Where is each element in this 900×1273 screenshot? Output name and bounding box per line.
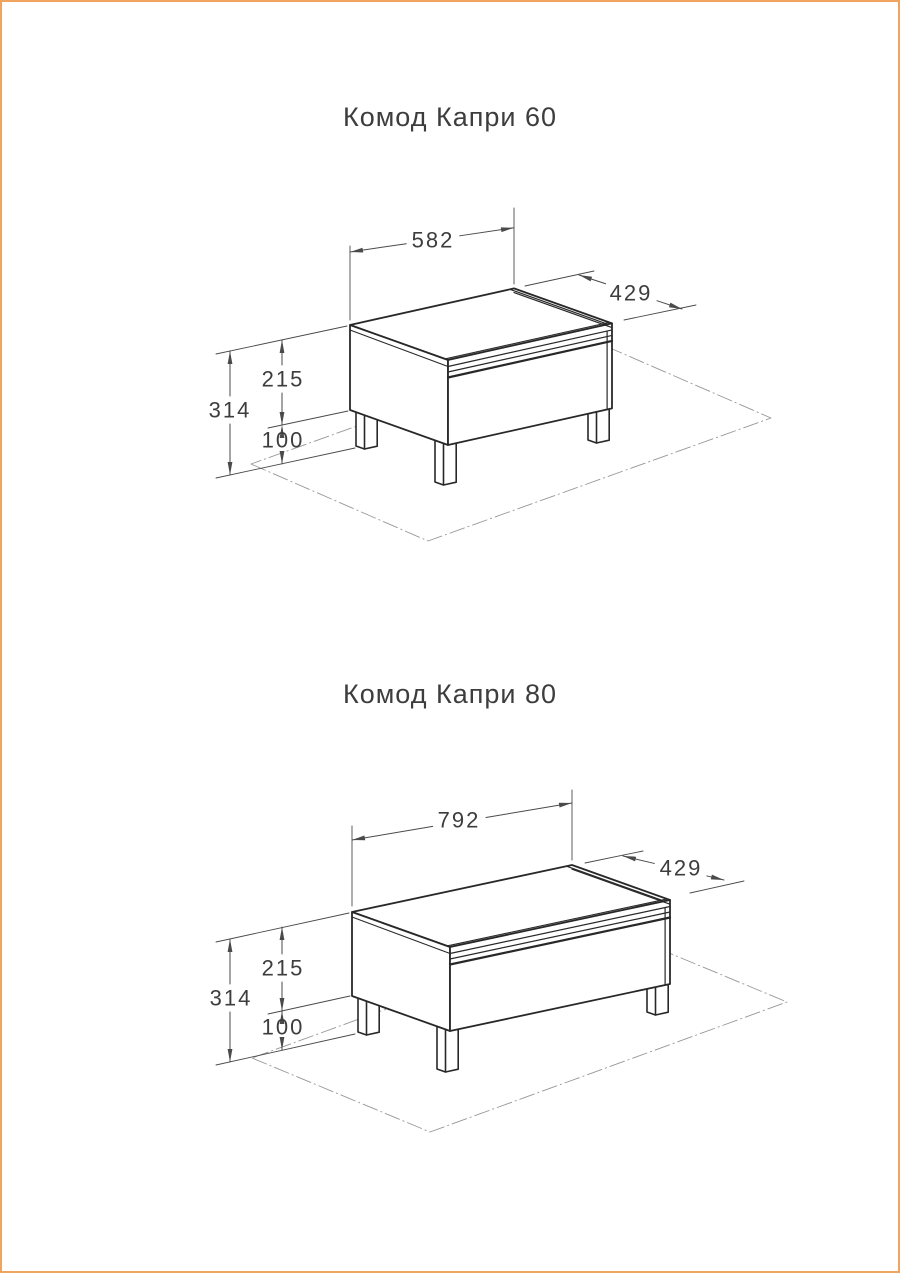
dim-label-depth: 429 bbox=[609, 280, 653, 306]
dim-label-drawer-height: 215 bbox=[261, 955, 305, 981]
commode-dimension-drawings bbox=[2, 2, 900, 1273]
figure-title-capri-60: Комод Капри 60 bbox=[343, 102, 557, 132]
dim-label-total-height: 314 bbox=[208, 397, 252, 423]
dim-label-leg-height: 100 bbox=[261, 1014, 305, 1040]
dim-label-width: 582 bbox=[411, 227, 455, 253]
figure-title-capri-80: Комод Капри 80 bbox=[343, 679, 557, 709]
dim-label-drawer-height: 215 bbox=[261, 366, 305, 392]
dim-label-leg-height: 100 bbox=[261, 427, 305, 453]
commode-drawing-capri-80 bbox=[210, 790, 787, 1132]
commode-drawing-capri-60 bbox=[209, 208, 771, 541]
dim-label-width: 792 bbox=[437, 807, 481, 833]
dim-label-depth: 429 bbox=[659, 855, 703, 881]
dim-label-total-height: 314 bbox=[209, 985, 253, 1011]
